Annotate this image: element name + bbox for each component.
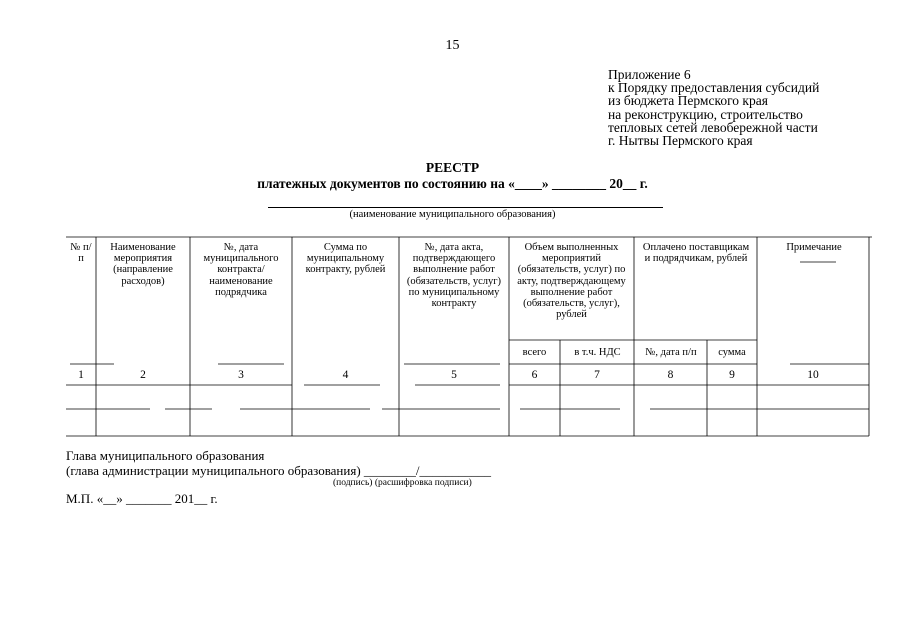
column-number: 10 [807,369,819,381]
register-title: РЕЕСТР [425,160,480,175]
appendix-line: из бюджета Пермского края [608,93,768,109]
header-col-3: №, дата муниципального контракта/ наименование подрядчика [203,242,279,298]
appendix-line: на реконструкцию, строительство [608,106,803,122]
header-col-6: всего [522,347,547,358]
appendix-line: Приложение 6 [608,67,691,82]
column-number: 7 [594,369,600,381]
header-col-9: сумма [718,347,746,358]
footer-stamp-date: М.П. «__» _______ 201__ г. [66,491,218,506]
signature-caption: (подпись) (расшифровка подписи) [333,478,472,488]
header-col-8: №, дата п/п [645,347,697,358]
column-number: 9 [729,369,735,381]
column-number: 8 [667,369,674,381]
header-col-8-9: Оплачено поставщикам и подрядчикам, рублей [642,242,750,265]
header-col-10: Примечание [786,242,842,253]
column-number: 3 [238,369,244,381]
footer-head-signature-line: (глава администрации муниципального образования) ________/___________ [66,463,492,478]
appendix-block [608,68,819,147]
header-col-1: № п/п [70,242,92,265]
appendix-line: к Порядку предоставления субсидий [608,80,820,96]
header-col-4: Сумма по муниципальному контракту, рублей [305,242,386,276]
register-subtitle: платежных документов по состоянию на «____» ________ 20__ г. [257,176,648,191]
column-number: 6 [531,369,538,381]
column-number: 5 [451,369,457,381]
column-number: 4 [342,369,349,381]
appendix-line: г. Нытвы Пермского края [608,133,753,149]
appendix-line: тепловых сетей левобережной части [608,119,818,135]
column-number: 2 [140,369,146,381]
header-col-7: в т.ч. НДС [574,347,621,358]
page-number: 15 [445,38,460,53]
header-col-6-7: Объем выполненных мероприятий (обязательств, услуг) по акту, подтверждающему выполнение работ (обязательств, услуг), рублей [517,242,626,321]
municipality-name-line [268,207,663,208]
footer-head-title: Глава муниципального образования [66,448,265,463]
municipality-caption: (наименование муниципального образования) [349,209,556,220]
header-col-2: Наименование мероприятия (направление расходов) [110,242,176,287]
column-number: 1 [78,369,84,381]
header-col-5: №, дата акта, подтверждающего выполнение работ (обязательств, услуг) по муниципальному контракту [406,242,502,310]
